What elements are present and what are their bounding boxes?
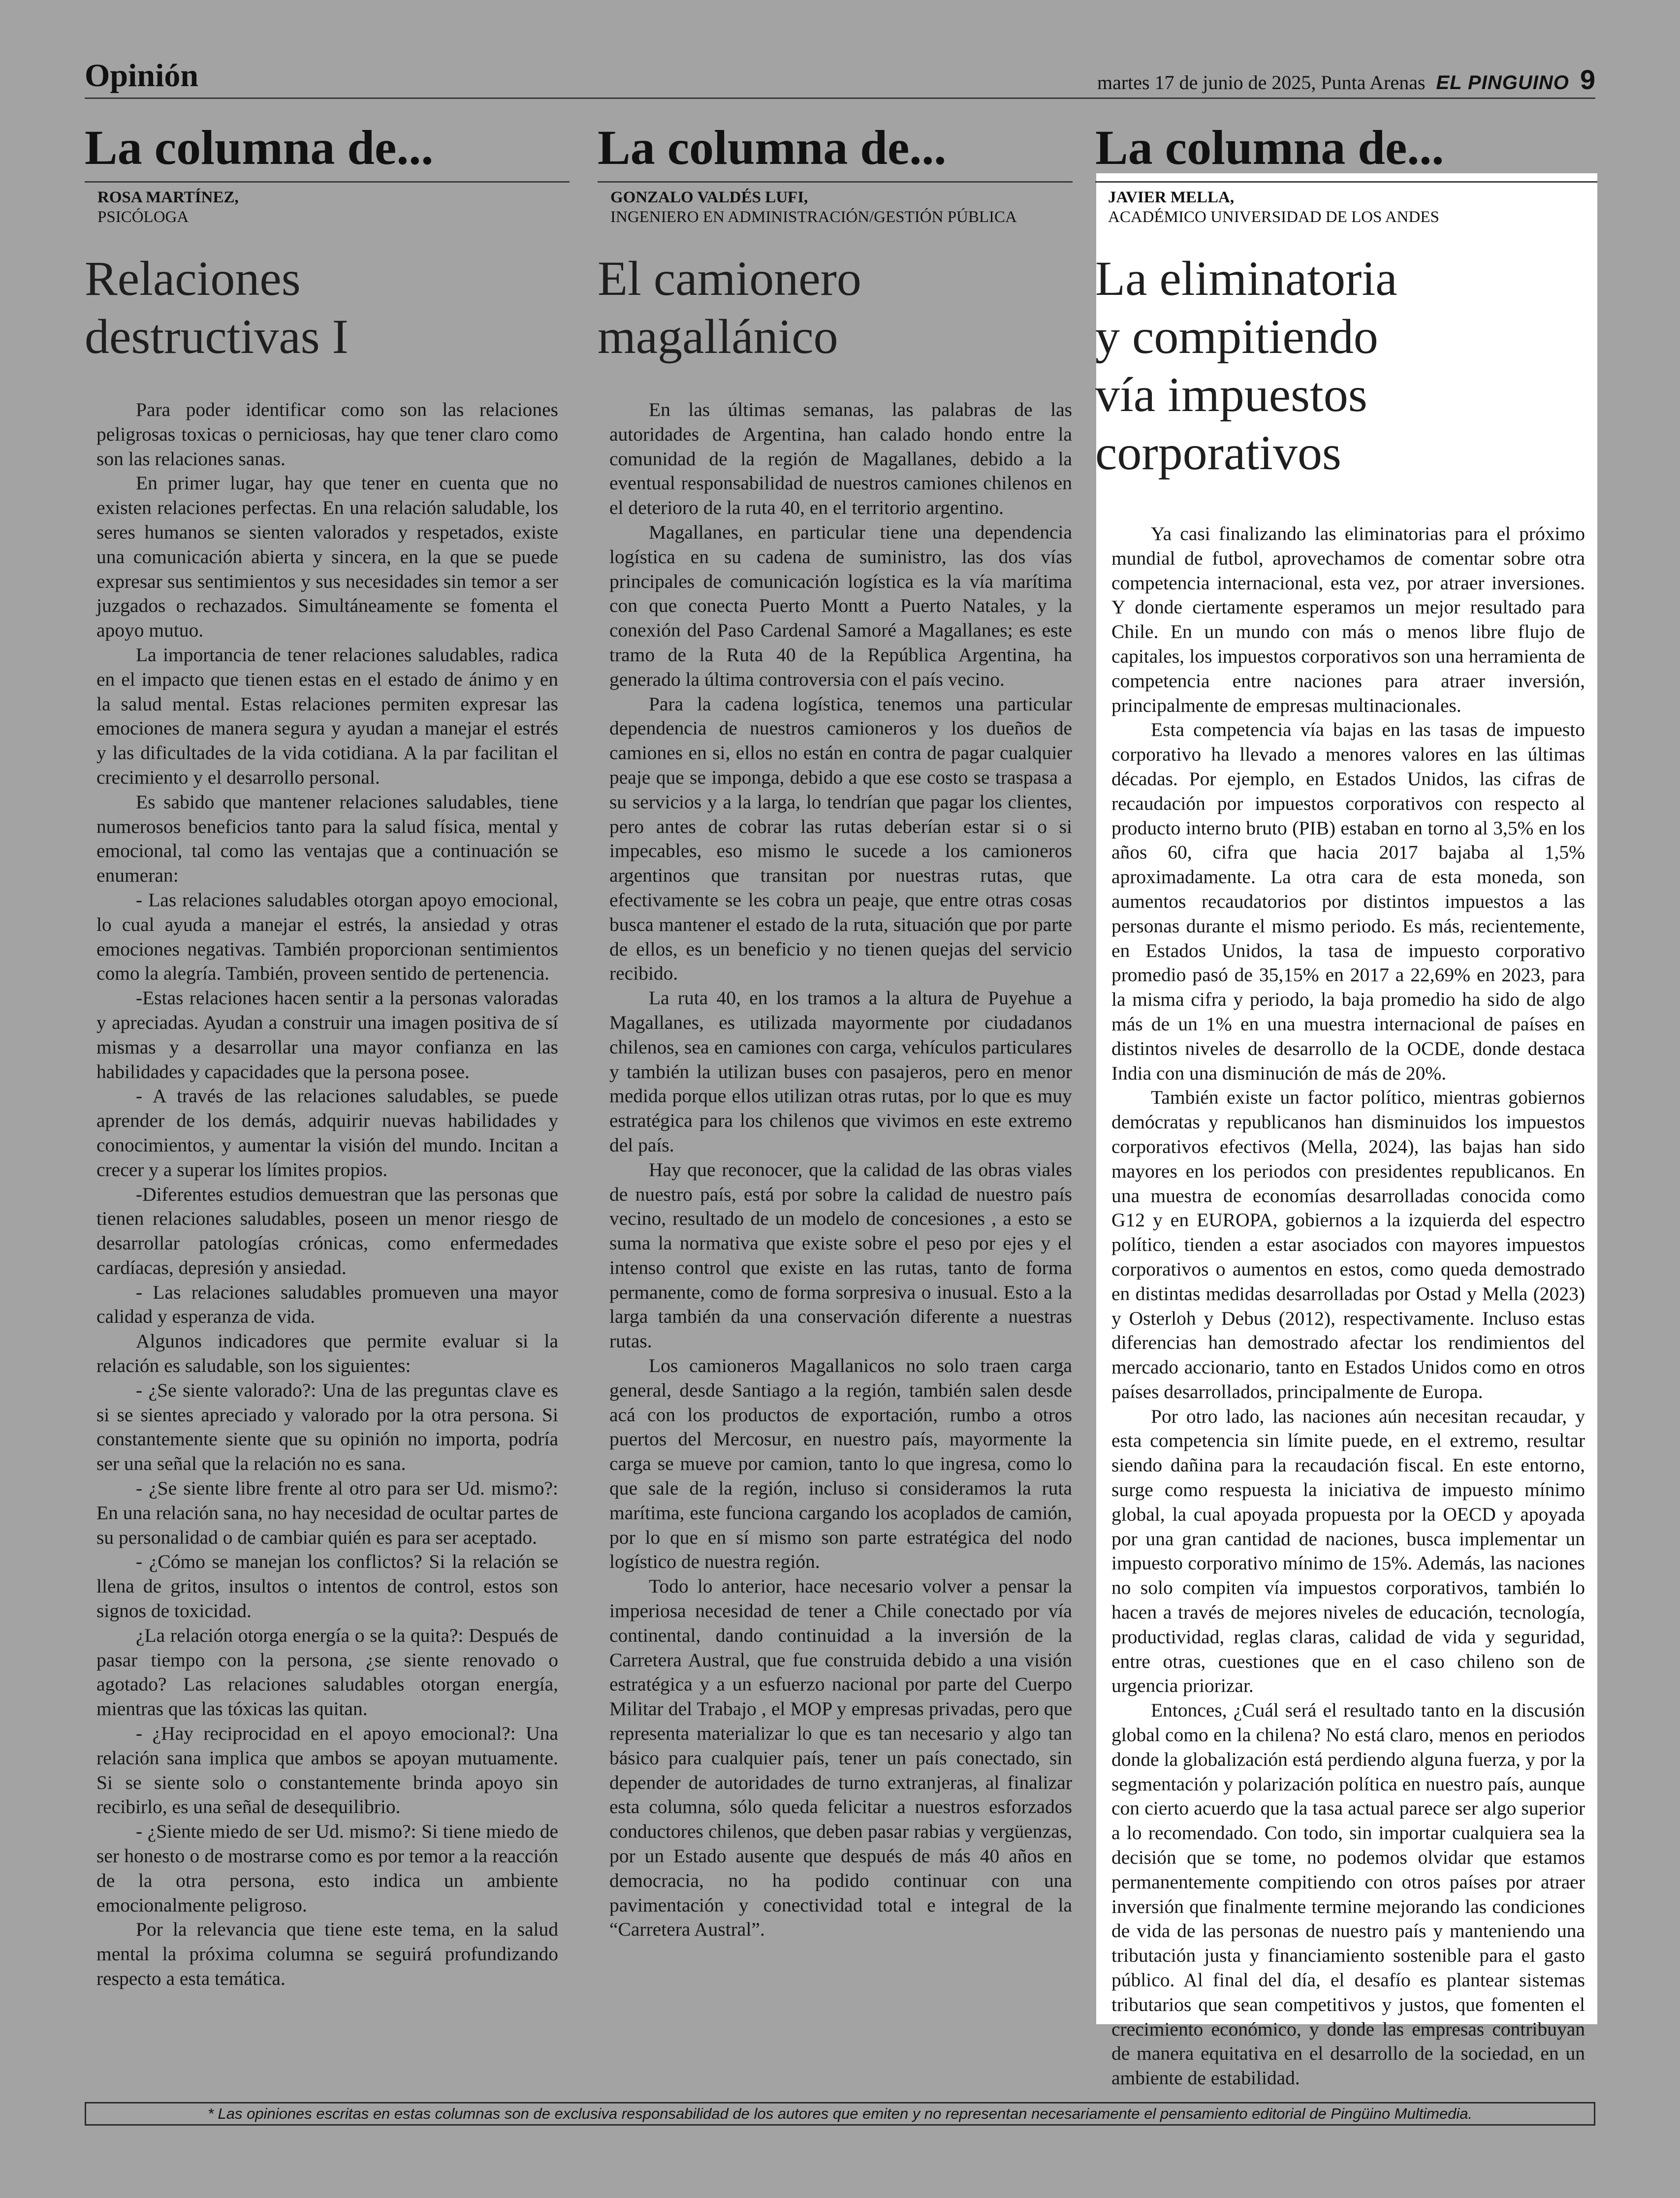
- paragraph: Para poder identificar como son las relaciones peligrosas toxicas o perniciosas, hay que tener claro como son las relaciones sanas.: [96, 399, 558, 470]
- headline-line: La eliminatoria: [1095, 251, 1397, 306]
- dateline: martes 17 de junio de 2025, Punta Arenas: [1097, 71, 1426, 94]
- page-number: 9: [1580, 64, 1595, 95]
- byline: [85, 188, 570, 227]
- paragraph: ¿La relación otorga energía o se la quita?: Después de pasar tiempo con la persona, ¿se siente renovado o agotado? Las relaciones saludables otorgan energía, mientras que las tóxicas las quitan.: [96, 1624, 558, 1720]
- author-role: PSICÓLOGA: [97, 208, 189, 226]
- paragraph: - ¿Siente miedo de ser Ud. mismo?: Si tiene miedo de ser honesto o de mostrarse como es por temor a la reacción de la otra persona, esto indica un ambiente emocionalmente peligroso.: [96, 1820, 558, 1916]
- paragraph: - ¿Cómo se manejan los conflictos? Si la relación se llena de gritos, insultos o intentos de control, estos son signos de toxicidad.: [96, 1551, 558, 1622]
- newspaper-logo: EL PINGUINO: [1436, 72, 1569, 94]
- headline-line: El camionero: [598, 251, 861, 306]
- headline-line: vía impuestos: [1095, 367, 1367, 422]
- author-role: INGENIERO EN ADMINISTRACIÓN/GESTIÓN PÚBLICA: [610, 208, 1017, 226]
- paragraph: Esta competencia vía bajas en las tasas de impuesto corporativo ha llevado a menores valores en las últimas décadas. Por ejemplo, en Estados Unidos, las cifras de recaudación por impuestos corporativos con respecto al producto interno bruto (PIB) estaban en torno al 3,5% en los años 60, cifra que hacia 2017 bajaba al 1,5% aproximadamente. La otra cara de esta moneda, son aumentos recaudatorios por distintos impuestos a las personas durante el mismo periodo. Es más, recientemente, en Estados Unidos, la tasa de impuesto corporativo promedio pasó de 35,15% en 2017 a 22,69% en 2023, para la misma cifra y periodo, la baja promedio ha sido de algo más de un 1% en una muestra internacional de países en distintos niveles de desarrollo de la OCDE, donde destaca India con una disminución de más de 20%.: [1111, 719, 1585, 1084]
- paragraph: Algunos indicadores que permite evaluar si la relación es saludable, son los siguientes:: [96, 1330, 558, 1377]
- column-2-heading: [598, 120, 1073, 366]
- paragraph: Es sabido que mantener relaciones saludables, tiene numerosos beneficios tanto para la salud física, mental y emocional, tal como las ventajas que a continuación se enumeran:: [96, 791, 558, 887]
- section-title: Opinión: [85, 58, 199, 94]
- divider: [1095, 181, 1597, 183]
- paragraph: Todo lo anterior, hace necesario volver a pensar la imperiosa necesidad de tener a Chile conectado por vía continental, dando continuidad a la inversión de la Carretera Austral, que fue construida debido a una visión estratégica y a un esfuerzo nacional por parte del Cuerpo Militar del Trabajo , el MOP y empresas privadas, pero que representa materializar lo que es tan necesario y algo tan básico para cualquier país, tener un país conectado, sin depender de autoridades de turno extranjeras, al finalizar esta columna, sólo queda felicitar a nuestros esforzados conductores chilenos, que deben pasar rabias y vergüenzas, por un Estado ausente que después de más 40 años en democracia, no ha podido continuar con una pavimentación y conectividad total e integral de la “Carretera Austral”.: [609, 1575, 1072, 1941]
- paragraph: - A través de las relaciones saludables, se puede aprender de los demás, adquirir nuevas habilidades y conocimientos, y aumentar la visión del mundo. Incitan a crecer y a superar los límites propios.: [96, 1085, 558, 1180]
- headline-line: magallánico: [598, 309, 838, 364]
- paragraph: Ya casi finalizando las eliminatorias para el próximo mundial de futbol, aprovechamos de comentar sobre otra competencia internacional, esta vez, por atraer inversiones. Y donde ciertamente esperamos un mejor resultado para Chile. En un mundo con más o menos libre flujo de capitales, los impuestos corporativos son una herramienta de competencia entre naciones para atraer inversión, principalmente de empresas multinacionales.: [1111, 523, 1585, 716]
- column-3-body: [1111, 522, 1585, 2091]
- paragraph: -Diferentes estudios demuestran que las personas que tienen relaciones saludables, poseen un menor riesgo de desarrollar patologías crónicas, como enfermedades cardíacas, depresión y ansiedad.: [96, 1183, 558, 1278]
- headline-line: destructivas I: [85, 309, 349, 364]
- paragraph: Magallanes, en particular tiene una dependencia logística en su cadena de suministro, las dos vías principales de comunicación logística es la vía marítima con que conecta Puerto Montt a Puerto Natales, y la conexión del Paso Cardenal Samoré a Magallanes; es este tramo de la Ruta 40 de la República Argentina, ha generado la última controversia con el país vecino.: [609, 521, 1072, 690]
- paragraph: - Las relaciones saludables promueven una mayor calidad y esperanza de vida.: [96, 1281, 558, 1328]
- paragraph: También existe un factor político, mientras gobiernos demócratas y republicanos han disminuidos los impuestos corporativos efectivos (Mella, 2024), las bajas han sido mayores en los periodos con presidentes republicanos. En una muestra de economías desarrolladas conocida como G12 y en EUROPA, gobiernos a la izquierda del espectro político, tienden a estar asociados con mayores impuestos corporativos o aumentos en estos, como queda demostrado en distintas medidas desarrolladas por Ostad y Mella (2023) y Osterloh y Debus (2012), respectivamente. Incluso estas diferencias han demostrado afectar los rendimientos del mercado accionario, tanto en Estados Unidos como en otros países desarrollados, principalmente de Europa.: [1111, 1086, 1585, 1402]
- paragraph: Los camioneros Magallanicos no solo traen carga general, desde Santiago a la región, también salen desde acá con los productos de exportación, rumbo a otros puertos del Mercosur, en nuestro país, mayormente la carga se mueve por camion, tanto lo que ingresa, como lo que sale de la región, incluso si consideramos la ruta marítima, este funciona cargando los acoplados de camión, por lo que en sí mismo son parte estratégica del nodo logístico de nuestra región.: [609, 1355, 1072, 1573]
- article-headline: [1095, 250, 1597, 482]
- author-name: ROSA MARTÍNEZ,: [97, 189, 239, 206]
- paragraph: Entonces, ¿Cuál será el resultado tanto en la discusión global como en la chilena? No está claro, menos en periodos donde la globalización está perdiendo alguna fuerza, y por la segmentación y polarización política en nuestro país, aunque con cierto acuerdo que la tasa actual parece ser algo superior a lo recomendado. Con todo, sin importar cualquiera sea la decisión que se tome, no podemos olvidar que estamos permanentemente compitiendo con otros países por atraer inversión que finalmente termine mejorando las condiciones de vida de las personas de nuestro país y manteniendo una tributación justa y financiamiento sostenible para el gasto público. Al final del día, el desafío es plantear sistemas tributarios que sean competitivos y justos, que fomenten el crecimiento económico, y donde las empresas contribuyan de manera equitativa en el desarrollo de la sociedad, en un ambiente de estabilidad.: [1111, 1699, 1585, 2089]
- paragraph: En las últimas semanas, las palabras de las autoridades de Argentina, han calado hondo entre la comunidad de la región de Magallanes, debido a la eventual responsabilidad de nuestros camiones chilenos en el deterioro de la ruta 40, en el territorio argentino.: [609, 399, 1072, 519]
- paragraph: - ¿Se siente valorado?: Una de las preguntas clave es si se sientes apreciado y valorado por la otra persona. Si constantemente siente que su opinión no importa, podría ser una señal que la relación no es sana.: [96, 1379, 558, 1475]
- headline-line: y compitiendo: [1095, 309, 1378, 364]
- divider: [85, 181, 570, 183]
- paragraph: La importancia de tener relaciones saludables, radica en el impacto que tienen estas en el estado de ánimo y en la salud mental. Estas relaciones permiten expresar las emociones de manera segura y ayudan a manejar el estrés y las dificultades de la vida cotidiana. A la par facilitan el crecimiento y el desarrollo personal.: [96, 643, 558, 788]
- column-1-heading: [85, 120, 570, 366]
- disclaimer-footnote: * Las opiniones escritas en estas columnas son de exclusiva responsabilidad de los autores que emiten y no representan necesariamente el pensamiento editorial de Pingüino Multimedia.: [85, 2102, 1595, 2126]
- paragraph: - ¿Se siente libre frente al otro para ser Ud. mismo?: En una relación sana, no hay necesidad de ocultar partes de su personalidad o de cambiar quién es para ser aceptado.: [96, 1477, 558, 1548]
- column-kicker: La columna de...: [85, 120, 434, 175]
- paragraph: En primer lugar, hay que tener en cuenta que no existen relaciones perfectas. En una relación saludable, los seres humanos se sienten valorados y respetados, existe una comunicación abierta y sincera, en la que se puede expresar sus sentimientos y sus necesidades sin temor a ser juzgados o rechazados. Simultáneamente se fomenta el apoyo mutuo.: [96, 472, 558, 641]
- header-right: [1097, 64, 1595, 96]
- article-headline: [85, 250, 570, 366]
- headline-line: corporativos: [1095, 425, 1341, 480]
- paragraph: Hay que reconocer, que la calidad de las obras viales de nuestro país, está por sobre la calidad de nuestro país vecino, resultado de un modelo de concesiones , a esto se suma la normativa que existe sobre el peso por ejes y el intenso control que existe en las rutas, tanto de forma permanente, como de forma sorpresiva o inusual. Esto a la larga también da una conservación diferente a nuestras rutas.: [609, 1158, 1072, 1352]
- headline-line: Relaciones: [85, 251, 301, 306]
- paragraph: Por la relevancia que tiene este tema, en la salud mental la próxima columna se seguirá profundizando respecto a esta temática.: [96, 1918, 558, 1989]
- paragraph: La ruta 40, en los tramos a la altura de Puyehue a Magallanes, es utilizada mayormente por ciudadanos chilenos, sea en camiones con carga, vehículos particulares y también la utilizan buses con pasajeros, pero en menor medida porque ellos utilizan otras rutas, por lo que es muy estratégica para los chilenos que vivimos en este extremo del país.: [609, 987, 1072, 1156]
- column-1-body: [96, 398, 558, 1991]
- column-kicker: La columna de...: [598, 120, 947, 175]
- column-3-heading: [1095, 120, 1597, 482]
- column-2-body: [609, 398, 1072, 1942]
- column-kicker: La columna de...: [1095, 120, 1444, 175]
- paragraph: Para la cadena logística, tenemos una particular dependencia de nuestros camioneros y los dueños de camiones en si, ellos no están en contra de pagar cualquier peaje que se imponga, debido a que ese costo se traspasa a su servicios y a la larga, lo tendrían que pagar los clientes, pero antes de cobrar las rutas deberían estar si o si impecables, eso mismo le sucede a los camioneros argentinos que transitan por nuestras rutas, que efectivamente se les cobra un peaje, que entre otras cosas busca mantener el estado de la ruta, situación que por parte de ellos, es un beneficio y no tienen quejas del servicio recibido.: [609, 693, 1072, 985]
- paragraph: -Estas relaciones hacen sentir a la personas valoradas y apreciadas. Ayudan a construir una imagen positiva de sí mismas y a desarrollar una mayor confianza en las habilidades y capacidades que la persona posee.: [96, 987, 558, 1083]
- author-name: JAVIER MELLA,: [1108, 189, 1235, 206]
- paragraph: - ¿Hay reciprocidad en el apoyo emocional?: Una relación sana implica que ambos se apoyan mutuamente. Si se siente solo o constantemente brinda apoyo sin recibirlo, es una señal de desequilibrio.: [96, 1722, 558, 1818]
- article-headline: [598, 250, 1073, 366]
- divider: [598, 181, 1073, 183]
- page-header: [85, 58, 1595, 99]
- author-name: GONZALO VALDÉS LUFI,: [610, 189, 808, 206]
- paragraph: Por otro lado, las naciones aún necesitan recaudar, y esta competencia sin límite puede, en el extremo, resultar siendo dañina para la recaudación fiscal. En este entorno, surge como respuesta la iniciativa de impuesto mínimo global, la cual apoyada propuesta por la OECD y apoyada por una gran cantidad de naciones, busca implementar un impuesto corporativo mínimo de 15%. Además, las naciones no solo compiten vía impuestos corporativos, también lo hacen a través de mejores niveles de educación, tecnología, productividad, reglas claras, calidad de vida y seguridad, entre otras, cuestiones que en el caso chileno son de urgencia priorizar.: [1111, 1405, 1585, 1697]
- author-role: ACADÉMICO UNIVERSIDAD DE LOS ANDES: [1108, 208, 1439, 226]
- byline: [1095, 188, 1597, 227]
- paragraph: - Las relaciones saludables otorgan apoyo emocional, lo cual ayuda a manejar el estrés, la ansiedad y otras emociones negativas. También proporcionan sentimientos como la alegría. También, proveen sentido de pertenencia.: [96, 889, 558, 985]
- byline: [598, 188, 1073, 227]
